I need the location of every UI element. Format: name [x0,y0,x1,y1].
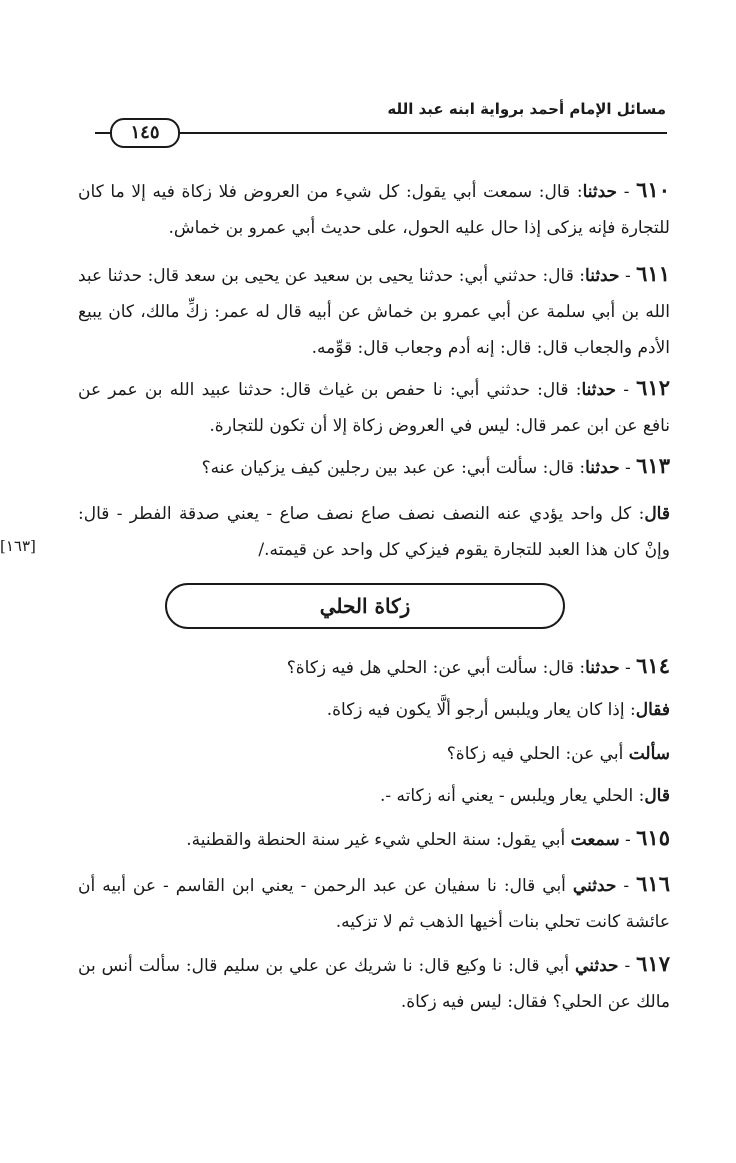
keyword: حدثنا [581,380,616,400]
paragraph-613: ٦١٣ - حدثنا: قال: سألت أبي: عن عبد بين رجلين كيف يزكيان عنه؟ [201,453,670,478]
paragraph-text: : قال: حدثني أبي: حدثنا يحيى بن سعيد عن يحيى بن سعد قال: حدثنا عبد الله بن أبي سلمة عن أبي عمرو بن خماش عن أبيه قال له عمر: زكِّ مالك، كان يبيع الأدم والجعاب قال: قال: إنه أدم وجعاب قال: قوِّمه. [78,266,670,358]
paragraph-text: : الحلي يعار ويلبس - يعني أنه زكاته -. [379,786,645,806]
paragraph-614: ٦١٤ - حدثنا: قال: سألت أبي عن: الحلي هل فيه زكاة؟ [286,653,670,678]
paragraph-611: ٦١١ - حدثنا: قال: حدثني أبي: حدثنا يحيى بن سعيد عن يحيى بن سعد قال: حدثنا عبد الله بن أبي سلمة عن أبي عمرو بن خماش عن أبيه قال له عمر: زكِّ مالك، كان يبيع الأدم والجعاب قال: قال: إنه أدم وجعاب قال: قوِّمه. [78,261,670,358]
page-number: ١٤٥ [110,118,180,148]
keyword: حدثنا [585,266,620,286]
keyword: حدثني [575,956,619,976]
paragraph-text: أبي يقول: سنة الحلي شيء غير سنة الحنطة والقطنية. [186,830,571,850]
paragraph-614-question [78,736,670,772]
header-rule [95,132,667,134]
keyword: حدثني [572,876,617,896]
paragraph-text: : قال: سألت أبي: عن عبد بين رجلين كيف يزكيان عنه؟ [201,458,586,478]
paragraph-616: ٦١٦ - حدثني أبي قال: نا سفيان عن عبد الرحمن - يعني ابن القاسم - عن أبيه أن عائشة كانت تحلي بنات أخيها الذهب ثم لا تزكيه. [78,871,670,932]
paragraph-text: : قال: سألت أبي عن: الحلي هل فيه زكاة؟ [286,658,586,678]
paragraph-614-answer [78,692,670,728]
paragraph-614-answer-2 [78,778,670,814]
keyword: قال [644,786,670,806]
paragraph-text: : قال: سمعت أبي يقول: كل شيء من العروض فلا زكاة فيه إلا ما كان للتجارة فإنه يزكى إذا حال عليه الحول، على حديث أبي عمرو بن خماش. [78,182,670,238]
section-heading: زكاة الحلي [165,583,565,629]
paragraph-text: : إذا كان يعار ويلبس أرجو ألَّا يكون فيه زكاة. [326,700,636,720]
entry-number: ٦١١ [636,261,670,286]
keyword: حدثنا [585,658,620,678]
keyword: فقال [635,700,670,720]
paragraph-613-answer [78,496,670,568]
keyword: حدثنا [582,182,618,202]
paragraph-610: ٦١٠ - حدثنا: قال: سمعت أبي يقول: كل شيء من العروض فلا زكاة فيه إلا ما كان للتجارة فإنه يزكى إذا حال عليه الحول، على حديث أبي عمرو بن خماش. [78,177,670,238]
keyword: حدثنا [585,458,620,478]
entry-number: ٦١٧ [636,951,670,976]
keyword: قال [644,504,670,524]
entry-number: ٦١٤ [636,653,670,678]
paragraph-text: أبي قال: نا وكيع قال: نا شريك عن علي بن سليم قال: سألت أنس بن مالك عن الحلي؟ فقال: ليس فيه زكاة. [78,956,670,1012]
margin-page-note: [١٦٣] [0,537,36,555]
paragraph-617: ٦١٧ - حدثني أبي قال: نا وكيع قال: نا شريك عن علي بن سليم قال: سألت أنس بن مالك عن الحلي؟ فقال: ليس فيه زكاة. [78,951,670,1012]
entry-number: ٦١٠ [636,177,670,202]
entry-number: ٦١٣ [636,453,670,478]
keyword: سألت [628,744,670,764]
paragraph-text: : قال: حدثني أبي: نا حفص بن غياث قال: حدثنا عبيد الله بن عمر عن نافع عن ابن عمر قال: ليس في العروض زكاة إلا أن تكون للتجارة. [78,380,670,436]
paragraph-612: ٦١٢ - حدثنا: قال: حدثني أبي: نا حفص بن غياث قال: حدثنا عبيد الله بن عمر عن نافع عن ابن عمر قال: ليس في العروض زكاة إلا أن تكون للتجارة. [78,375,670,436]
entry-number: ٦١٦ [636,871,670,896]
keyword: سمعت [570,830,620,850]
paragraph-text: : كل واحد يؤدي عنه النصف نصف صاع نصف صاع - يعني صدقة الفطر - قال: وإنْ كان هذا العبد للتجارة يقوم فيزكي كل واحد عن قيمته./ [78,504,670,560]
paragraph-text: أبي عن: الحلي فيه زكاة؟ [446,744,629,764]
paragraph-text: أبي قال: نا سفيان عن عبد الرحمن - يعني ابن القاسم - عن أبيه أن عائشة كانت تحلي بنات أخيها الذهب ثم لا تزكيه. [78,876,670,932]
paragraph-615: ٦١٥ - سمعت أبي يقول: سنة الحلي شيء غير سنة الحنطة والقطنية. [186,825,670,850]
entry-number: ٦١٥ [636,825,670,850]
entry-number: ٦١٢ [636,375,670,400]
running-header: مسائل الإمام أحمد برواية ابنه عبد الله [387,100,666,118]
